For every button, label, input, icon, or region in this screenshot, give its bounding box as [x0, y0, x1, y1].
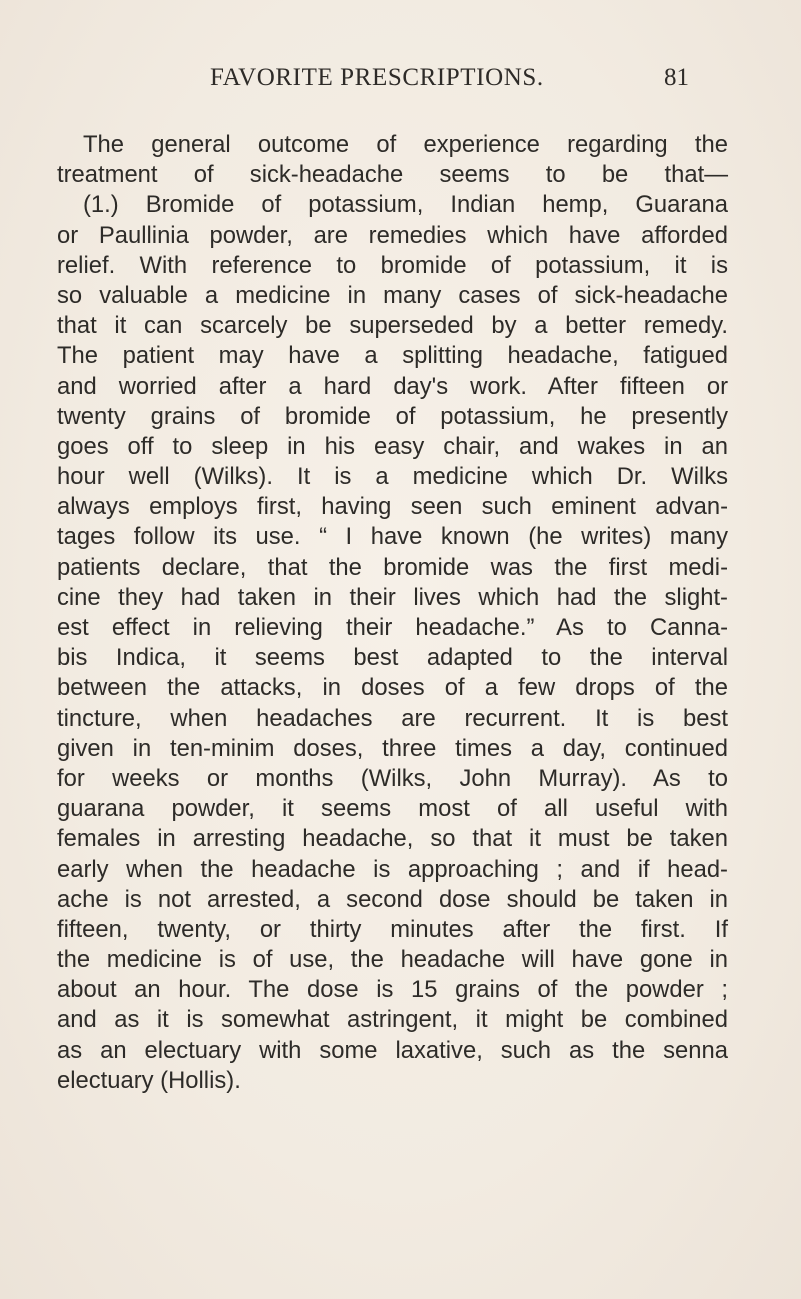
text-line: goes off to sleep in his easy chair, and wakes in an — [57, 432, 728, 460]
text-line: between the attacks, in doses of a few drops of the — [57, 674, 728, 702]
text-line: ache is not arrested, a second dose should be taken in — [57, 885, 728, 913]
text-line: and as it is somewhat astringent, it might be combined — [57, 1006, 728, 1034]
text-line: fifteen, twenty, or thirty minutes after the first. If — [57, 915, 728, 943]
text-line: females in arresting headache, so that it must be taken — [57, 825, 728, 853]
text-line: patients declare, that the bromide was the first medi- — [57, 553, 728, 581]
text-line: early when the headache is approaching ; and if head- — [57, 855, 728, 883]
page-number: 81 — [664, 64, 689, 91]
text-line: tincture, when headaches are recurrent. It is best — [57, 704, 728, 732]
text-line: so valuable a medicine in many cases of sick-headache — [57, 281, 728, 309]
text-line: (1.) Bromide of potassium, Indian hemp, Guarana — [83, 191, 728, 219]
text-line: relief. With reference to bromide of potassium, it is — [57, 251, 728, 279]
text-line: guarana powder, it seems most of all useful with — [57, 795, 728, 823]
text-line: about an hour. The dose is 15 grains of the powder ; — [57, 976, 728, 1004]
text-line: or Paullinia powder, are remedies which have afforded — [57, 221, 728, 249]
running-head — [0, 64, 801, 94]
text-line: as an electuary with some laxative, such as the senna — [57, 1036, 728, 1064]
text-line: est effect in relieving their headache.” As to Canna- — [57, 614, 728, 641]
running-title: FAVORITE PRESCRIPTIONS. — [210, 64, 544, 91]
text-line: given in ten-minim doses, three times a day, continued — [57, 734, 728, 762]
text-line: and worried after a hard day's work. After fifteen or — [57, 372, 728, 400]
text-line: for weeks or months (Wilks, John Murray). As to — [57, 764, 728, 792]
text-line: always employs first, having seen such eminent advan- — [57, 493, 728, 521]
text-line: The general outcome of experience regarding the — [83, 131, 728, 158]
text-line: twenty grains of bromide of potassium, he presently — [57, 402, 728, 430]
text-line: The patient may have a splitting headache, fatigued — [57, 342, 728, 370]
text-line: tages follow its use. “ I have known (he writes) many — [57, 523, 728, 551]
text-line: treatment of sick-headache seems to be that— — [57, 161, 728, 189]
body-text — [57, 130, 728, 1096]
text-line: hour well (Wilks). It is a medicine which Dr. Wilks — [57, 463, 728, 491]
text-line: that it can scarcely be superseded by a better remedy. — [57, 312, 728, 340]
text-line: cine they had taken in their lives which had the slight- — [57, 583, 728, 611]
text-line: electuary (Hollis). — [57, 1066, 241, 1094]
text-line: bis Indica, it seems best adapted to the interval — [57, 644, 728, 672]
text-line: the medicine is of use, the headache will have gone in — [57, 946, 728, 974]
